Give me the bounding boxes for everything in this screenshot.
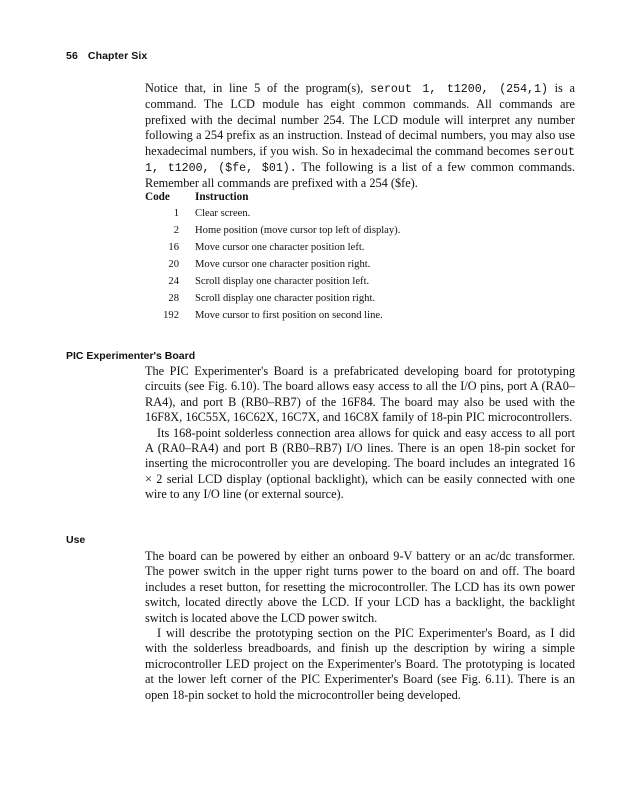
command-table [145, 189, 575, 324]
table-row [145, 222, 575, 239]
command-instruction: Scroll display one character position right. [195, 293, 376, 304]
intro-text-3: The following is a list of a few common commands. Remember all commands are prefixed with a 254 ($fe). [145, 160, 576, 191]
command-instruction: Move cursor one character position right. [195, 259, 371, 270]
instruction-column-header: Instruction [195, 191, 249, 203]
command-code: 192 [163, 310, 179, 321]
chapter-title: Chapter Six [87, 50, 148, 62]
paragraph: The PIC Experimenter's Board is a prefabricated developing board for prototyping circuits (see Fig. 6.10). The board allows easy access to all the I/O pins, port A (RA0–RA4), and port B (RB0–RB7) of the 16F84. The board may also be used with the 16F8X, 16C55X, 16C62X, 16C7X, and 16C8X family of 18-pin PIC microcontrollers. [145, 364, 575, 425]
command-instruction: Scroll display one character position left. [195, 276, 370, 287]
paragraph: Its 168-point solderless connection area allows for quick and easy access to all port A (RA0–RA4) and port B (RB0–RB7) I/O lines. There is an open 18-pin socket for inserting the microcontroller you are developing. The board includes an integrated 16 × 2 serial LCD display (optional backlight), which can be easily connected with one wire to any I/O line (or external source). [145, 425, 575, 502]
command-code: 20 [168, 259, 179, 270]
table-row [145, 273, 575, 290]
command-code: 28 [168, 293, 179, 304]
command-table-header [145, 189, 575, 205]
intro-text-1: Notice that, in line 5 of the program(s), [145, 81, 371, 95]
section-use-body [145, 549, 575, 703]
section-heading-pic-board: PIC Experimenter's Board [66, 350, 196, 362]
command-instruction: Move cursor to first position on second line. [195, 310, 383, 321]
section-pic-board-body [145, 364, 575, 503]
command-code: 16 [168, 242, 179, 253]
table-row [145, 290, 575, 307]
command-code: 2 [173, 225, 179, 236]
code-snippet-hex: serout 1, t1200, ($fe, $01). [145, 145, 575, 176]
code-snippet-decimal: serout 1, t1200, (254,1) [370, 83, 548, 96]
command-instruction: Move cursor one character position left. [195, 242, 365, 253]
section-heading-use: Use [66, 534, 86, 546]
command-instruction: Home position (move cursor top left of display). [195, 225, 401, 236]
table-row [145, 307, 575, 324]
table-row [145, 256, 575, 273]
running-header [66, 50, 147, 62]
table-row [145, 239, 575, 256]
command-instruction: Clear screen. [195, 208, 251, 219]
paragraph: The board can be powered by either an onboard 9-V battery or an ac/dc transformer. The power switch in the upper right turns power to the board on and off. The board includes a reset button, for resetting the microcontroller. The LCD has its own power switch, located directly above the LCD. If your LCD has a backlight, the backlight switch is located above the LCD power switch. [145, 549, 575, 625]
command-code: 1 [173, 208, 179, 219]
code-column-header: Code [145, 191, 170, 203]
paragraph: I will describe the prototyping section on the PIC Experimenter's Board, as I did with the solderless breadboards, and finish up the description by wiring a simple microcontroller LED project on the Experimenter's Board. The prototyping is located at the lower left corner of the PIC Experimenter's Board (see Fig. 6.11). There is an open 18-pin socket to hold the microcontroller being developed. [145, 626, 575, 702]
page-number: 56 [66, 50, 78, 62]
intro-text-2: is a command. The LCD module has eight common commands. All commands are prefixed with the decimal number 254. The LCD module will interpret any number following a 254 prefix as an instruction. Instead of decimal numbers, you may also use hexadecimal numbers, if you wish. So in hexadecimal the command becomes [145, 81, 576, 158]
command-code: 24 [168, 276, 179, 287]
intro-paragraph [145, 81, 575, 192]
table-row [145, 205, 575, 222]
